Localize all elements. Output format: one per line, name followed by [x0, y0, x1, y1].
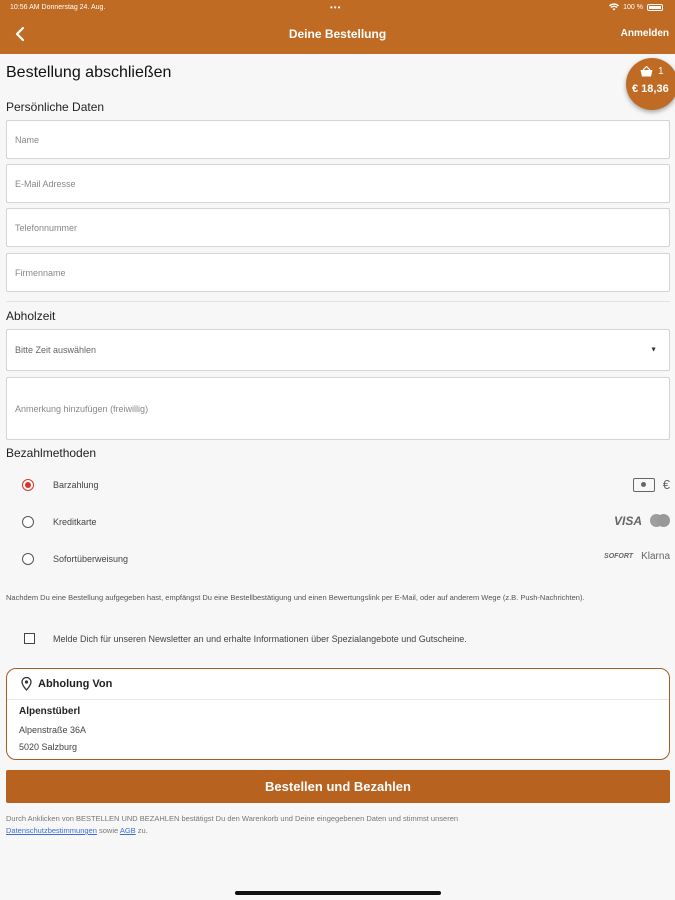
pickup-heading-row [21, 677, 112, 691]
legal-text-main: Durch Anklicken von BESTELLEN UND BEZAHLEN bestätigst Du den Warenkorb und Deine eingegebenen Daten und stimmst unseren [6, 814, 459, 823]
radio-unselected[interactable] [22, 516, 34, 528]
cart-count-row [640, 66, 664, 77]
newsletter-checkbox[interactable] [24, 633, 35, 644]
status-time: 10:56 AM Donnerstag 24. Aug. [10, 4, 106, 11]
email-field[interactable] [6, 164, 670, 203]
restaurant-street: Alpenstraße 36A [19, 725, 87, 735]
privacy-policy-link[interactable]: Datenschutzbestimmungen [6, 826, 97, 835]
pickup-time-select[interactable] [6, 329, 670, 371]
restaurant-name: Alpenstüberl [19, 706, 81, 717]
terms-link[interactable]: AGB [119, 826, 136, 835]
cash-icon [633, 478, 655, 492]
login-button[interactable]: Anmelden [620, 28, 669, 39]
payment-label: Sofortüberweisung [53, 554, 129, 564]
pickup-location-card [6, 668, 670, 760]
payment-methods-heading: Bezahlmethoden [6, 446, 97, 460]
cart-count: 1 [658, 66, 664, 77]
divider [6, 301, 670, 302]
euro-icon: € [662, 477, 670, 492]
status-bar [0, 0, 675, 16]
newsletter-label: Melde Dich für unseren Newsletter an und erhalte Informationen über Spezialangebote und Gutscheine. [53, 634, 467, 644]
note-placeholder: Anmerkung hinzufügen (freiwillig) [15, 403, 149, 414]
legal-and: sowie [98, 826, 119, 835]
pickup-time-heading: Abholzeit [6, 309, 56, 323]
radio-unselected[interactable] [22, 553, 34, 565]
payment-option-sofort[interactable] [22, 547, 670, 571]
visa-icon: VISA [613, 514, 642, 528]
personal-data-heading: Persönliche Daten [6, 100, 105, 114]
email-placeholder: E-Mail Adresse [15, 178, 76, 189]
payment-option-creditcard[interactable] [22, 510, 670, 534]
company-field[interactable] [6, 253, 670, 292]
company-placeholder: Firmenname [15, 267, 66, 278]
payment-label: Kreditkarte [53, 517, 97, 527]
cart-total: € 18,36 [632, 83, 669, 95]
pickup-time-placeholder: Bitte Zeit auswählen [15, 345, 97, 355]
phone-placeholder: Telefonnummer [15, 222, 78, 233]
cart-button[interactable] [626, 58, 675, 110]
multitasking-dots[interactable]: ••• [330, 3, 342, 12]
legal-text [6, 813, 670, 837]
klarna-icon: Klarna [641, 551, 670, 562]
newsletter-checkbox-row[interactable] [22, 630, 662, 648]
order-info-text: Nachdem Du eine Bestellung aufgegeben hast, empfängst Du eine Bestellbestätigung und einen Bewertungslink per E-Mail, oder auf anderem Wege (z.B. Push-Nachrichten). [6, 593, 585, 602]
payment-icons [633, 477, 670, 492]
name-placeholder: Name [15, 134, 40, 145]
name-field[interactable] [6, 120, 670, 159]
order-and-pay-button[interactable]: Bestellen und Bezahlen [6, 770, 670, 803]
mastercard-icon [650, 514, 670, 528]
dropdown-arrow-icon: ▼ [650, 346, 657, 354]
pickup-heading: Abholung Von [38, 678, 113, 690]
radio-selected[interactable] [22, 479, 34, 491]
note-field[interactable] [6, 377, 670, 440]
battery-icon [647, 4, 663, 11]
sofort-icon: SOFORT [604, 553, 634, 560]
location-pin-icon [21, 677, 32, 691]
basket-icon [640, 66, 653, 77]
nav-title: Deine Bestellung [288, 27, 387, 41]
payment-icons [604, 551, 670, 562]
page-title: Bestellung abschließen [6, 64, 172, 81]
home-indicator[interactable] [235, 891, 441, 895]
battery-percent: 100 % [623, 3, 643, 11]
payment-label: Barzahlung [53, 480, 99, 490]
divider [7, 699, 669, 700]
wifi-icon [609, 3, 619, 11]
restaurant-city: 5020 Salzburg [19, 742, 78, 752]
payment-icons [614, 514, 670, 528]
phone-field[interactable] [6, 208, 670, 247]
status-right [609, 3, 663, 11]
payment-option-cash[interactable] [22, 473, 670, 497]
nav-bar [0, 16, 675, 54]
legal-end: zu. [137, 826, 148, 835]
